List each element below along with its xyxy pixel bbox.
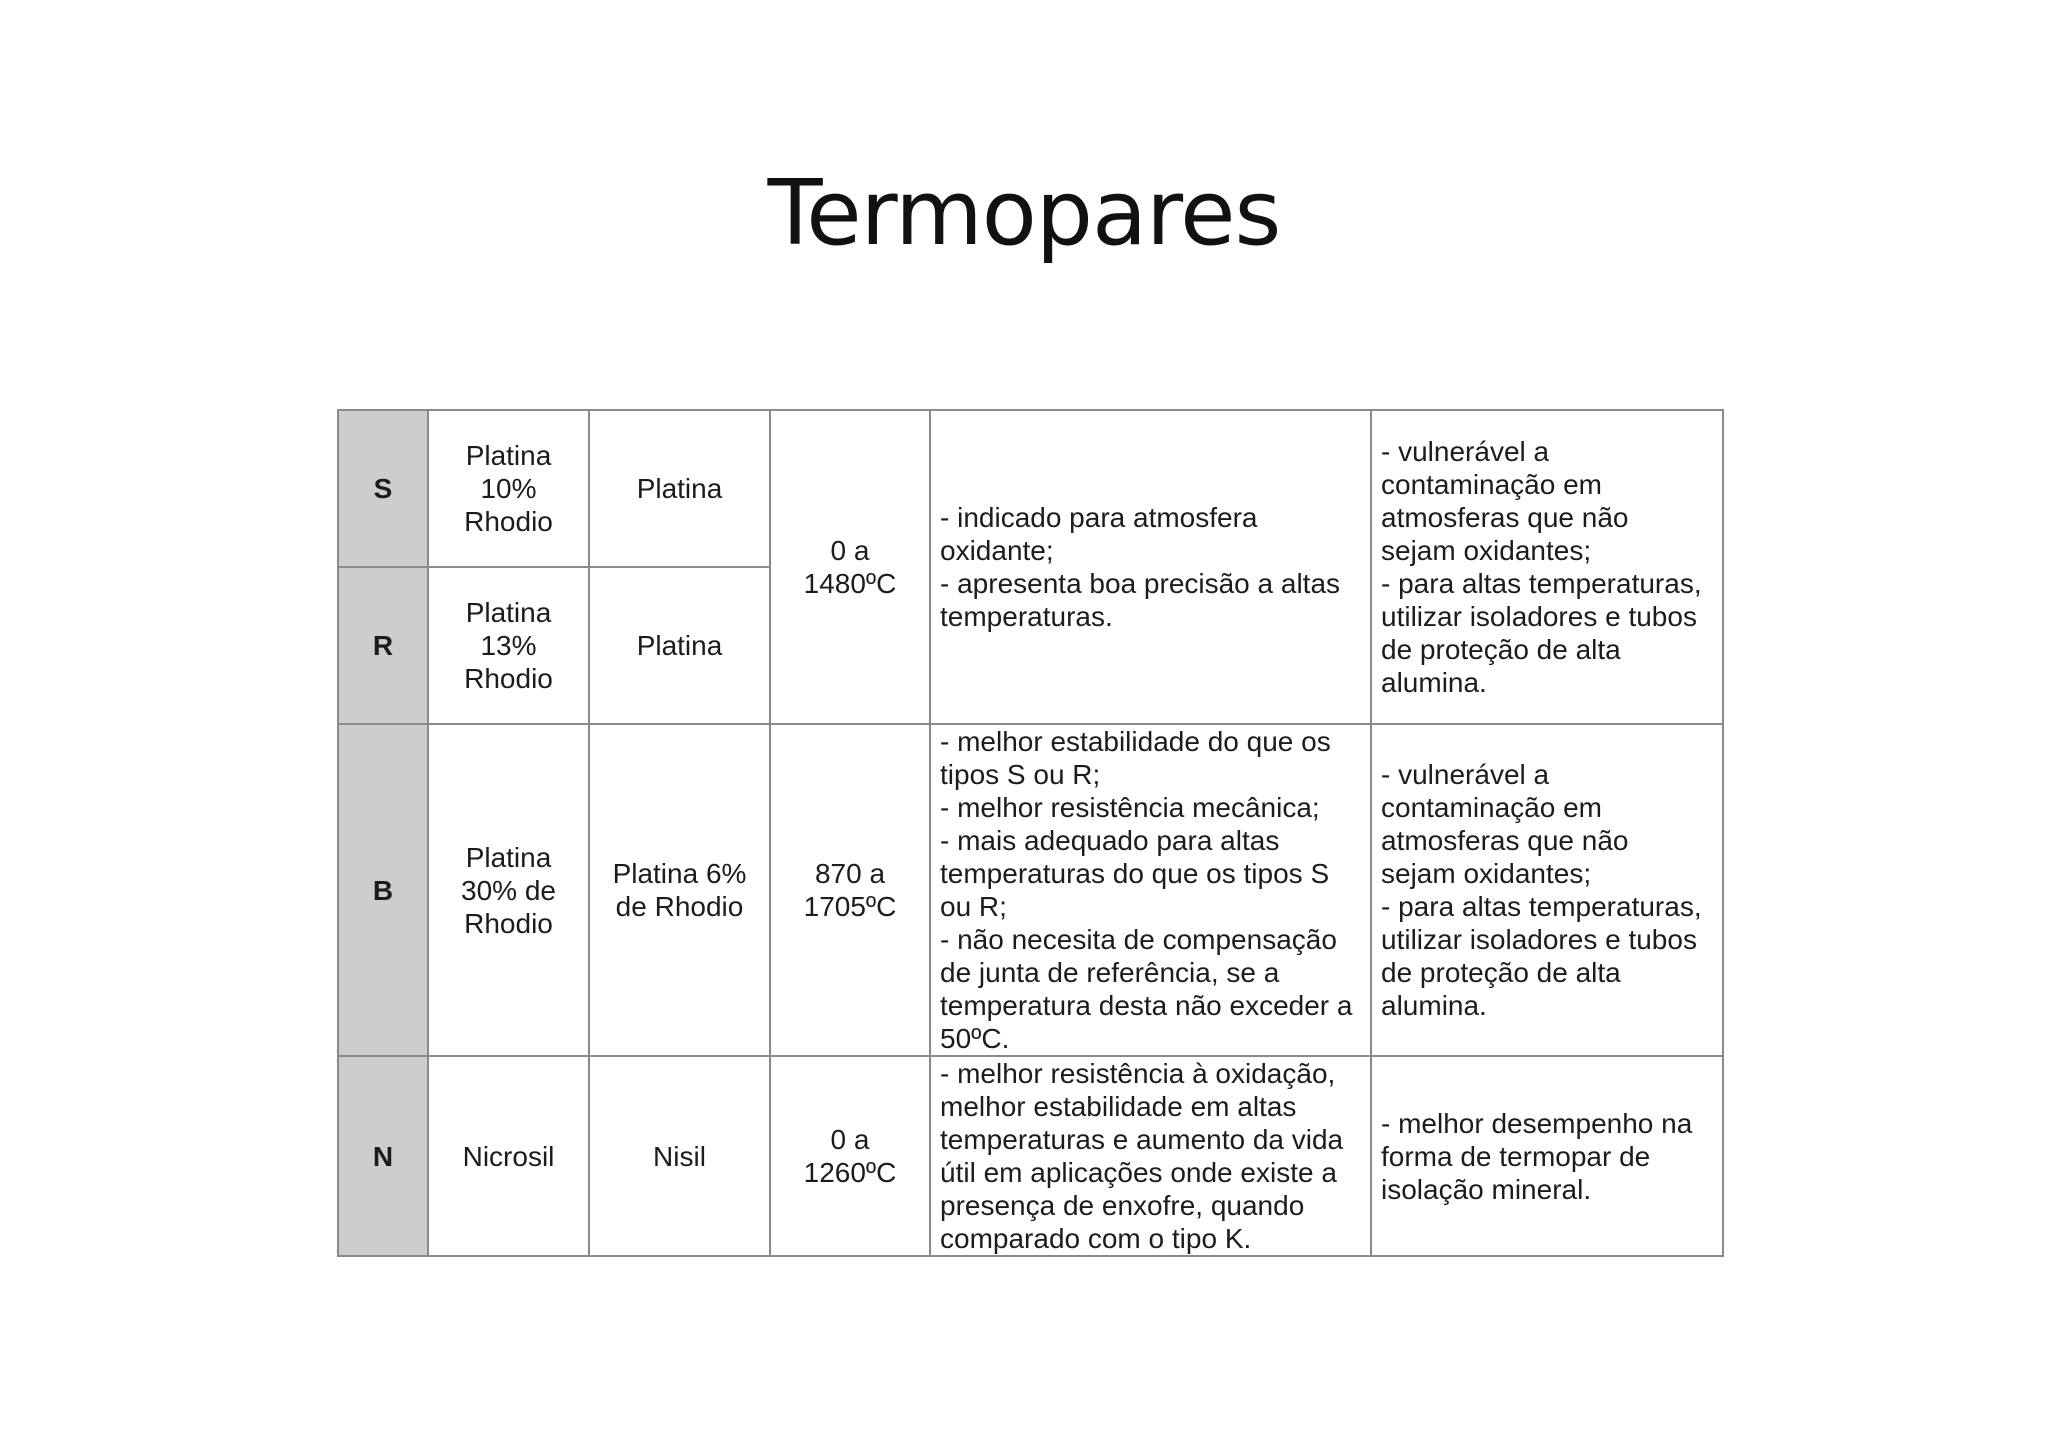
negative-alloy-cell-s: [589, 410, 770, 567]
cell-line: sejam oxidantes;: [1381, 535, 1592, 566]
range-cell-s-r: [770, 410, 930, 724]
type-cell-s: S: [338, 410, 428, 567]
cell-line: - mais adequado para altas: [940, 825, 1280, 856]
type-cell-r: R: [338, 567, 428, 724]
cell-line: Platina: [465, 841, 552, 873]
cell-line: - melhor estabilidade do que os: [940, 726, 1331, 757]
cell-line: temperaturas do que os tipos S: [940, 858, 1330, 889]
cell-line: temperaturas e aumento da vida: [940, 1124, 1344, 1155]
cell-line: contaminação em: [1381, 792, 1603, 823]
cell-line: utilizar isoladores e tubos: [1381, 601, 1697, 632]
cell-line: - melhor desempenho na: [1381, 1107, 1693, 1139]
cell-line: 1260ºC: [803, 1157, 897, 1188]
cell-line: Platina: [465, 597, 552, 628]
negative-alloy-cell-b: [589, 724, 770, 1056]
cell-line: presença de enxofre, quando: [940, 1190, 1305, 1221]
type-cell-b: B: [338, 724, 428, 1056]
range-cell-b: [770, 724, 930, 1056]
positive-alloy-cell-s: [428, 410, 589, 567]
features-cell-b: [930, 724, 1371, 1056]
cell-line: - não necesita de compensação: [940, 924, 1337, 955]
cell-line: alumina.: [1381, 667, 1487, 698]
cell-line: Nicrosil: [462, 1140, 555, 1172]
cell-line: - para altas temperaturas,: [1381, 891, 1702, 922]
cell-line: 870 a: [814, 858, 886, 889]
negative-alloy-cell-r: [589, 567, 770, 724]
cell-line: de Rhodio: [615, 891, 744, 922]
cell-line: 10%: [480, 473, 537, 504]
cell-line: isolação mineral.: [1381, 1173, 1592, 1205]
cell-line: 0 a: [830, 1124, 870, 1155]
cell-line: ou R;: [940, 891, 1007, 922]
positive-alloy-cell-b: [428, 724, 589, 1056]
table-row-b: [338, 724, 1723, 1056]
cell-line: melhor estabilidade em altas: [940, 1091, 1297, 1122]
positive-alloy-cell-n: [428, 1056, 589, 1256]
cell-line: 30% de: [461, 874, 556, 906]
cell-line: - para altas temperaturas,: [1381, 568, 1702, 599]
cell-line: sejam oxidantes;: [1381, 858, 1592, 889]
thermocouple-table: [337, 409, 1724, 1257]
cell-line: Rhodio: [464, 506, 553, 537]
cell-line: temperatura desta não exceder a: [940, 990, 1353, 1021]
cell-line: - apresenta boa precisão a altas: [940, 568, 1341, 599]
table-row-s: [338, 410, 1723, 567]
cell-line: Platina: [465, 440, 552, 471]
cell-line: Nisil: [653, 1140, 706, 1172]
cell-line: atmosferas que não: [1381, 502, 1629, 533]
features-cell-n: [930, 1056, 1371, 1256]
cell-line: contaminação em: [1381, 469, 1603, 500]
cell-line: - vulnerável a: [1381, 436, 1550, 467]
features-cell-s-r: [930, 410, 1371, 724]
cell-line: forma de termopar de: [1381, 1140, 1651, 1172]
cell-line: de proteção de alta: [1381, 634, 1621, 665]
cell-line: atmosferas que não: [1381, 825, 1629, 856]
cell-line: de proteção de alta: [1381, 957, 1621, 988]
cell-line: de junta de referência, se a: [940, 957, 1280, 988]
cell-line: - vulnerável a: [1381, 759, 1550, 790]
cell-line: 13%: [480, 630, 537, 661]
cell-line: - melhor resistência à oxidação,: [940, 1058, 1336, 1089]
cell-line: oxidante;: [940, 535, 1054, 566]
cell-line: Rhodio: [464, 907, 553, 939]
positive-alloy-cell-r: [428, 567, 589, 724]
negative-alloy-cell-n: [589, 1056, 770, 1256]
cell-line: comparado com o tipo K.: [940, 1223, 1252, 1254]
cell-line: 50ºC.: [940, 1023, 1010, 1054]
slide-title: Termopares: [767, 161, 1281, 266]
cell-line: - indicado para atmosfera: [940, 502, 1258, 533]
table-row-n: [338, 1056, 1723, 1256]
cell-line: Platina: [636, 630, 723, 661]
cell-line: utilizar isoladores e tubos: [1381, 924, 1697, 955]
cell-line: - melhor resistência mecânica;: [940, 792, 1320, 823]
cell-line: 1480ºC: [803, 568, 897, 599]
cell-line: 0 a: [830, 535, 870, 566]
cell-line: Platina: [636, 473, 723, 504]
range-cell-n: [770, 1056, 930, 1256]
type-cell-n: N: [338, 1056, 428, 1256]
cell-line: 1705ºC: [803, 891, 897, 922]
cell-line: útil em aplicações onde existe a: [940, 1157, 1337, 1188]
restrictions-cell-n: [1371, 1056, 1723, 1256]
cell-line: alumina.: [1381, 990, 1487, 1021]
restrictions-cell-b: [1371, 724, 1723, 1056]
cell-line: Rhodio: [464, 663, 553, 694]
cell-line: temperaturas.: [940, 601, 1113, 632]
restrictions-cell-s-r: [1371, 410, 1723, 724]
cell-line: tipos S ou R;: [940, 759, 1101, 790]
cell-line: Platina 6%: [612, 858, 747, 889]
